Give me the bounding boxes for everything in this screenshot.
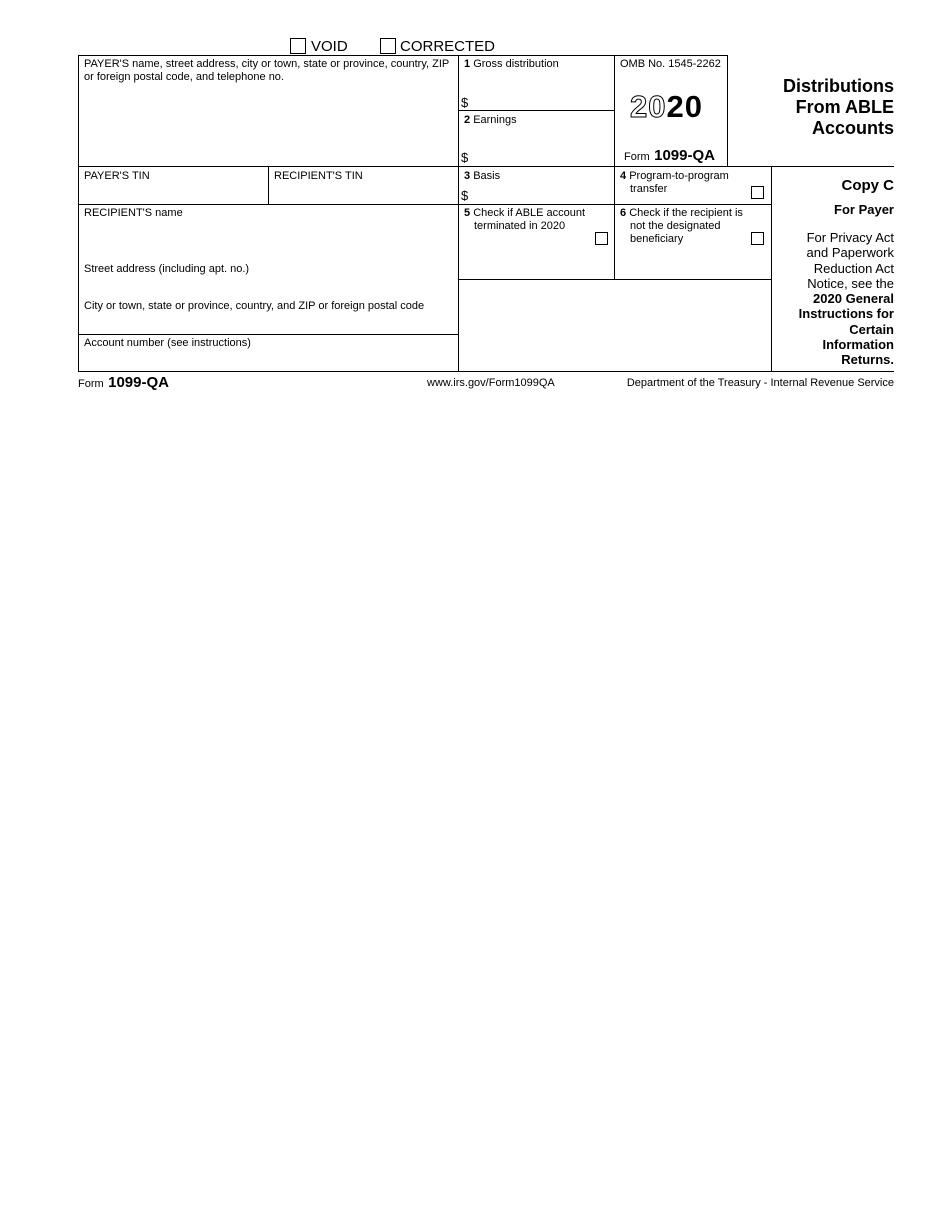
- footer-department: Department of the Treasury - Internal Revenue Service: [626, 377, 894, 389]
- recipient-name-field[interactable]: [80, 222, 456, 260]
- form-id-header: [624, 147, 715, 165]
- footer-form-number: 1099-QA: [108, 374, 169, 391]
- form-title-line1: Distributions: [783, 76, 894, 96]
- recipient-tin-field[interactable]: [270, 184, 456, 202]
- box3-label: [464, 170, 500, 183]
- amount-col-mid: [614, 55, 615, 279]
- box3-text: Basis: [473, 170, 501, 182]
- city-label: City or town, state or province, country, and ZIP or foreign postal code: [84, 300, 425, 312]
- tax-year: [630, 90, 703, 124]
- box6-text-line3: beneficiary: [630, 233, 684, 245]
- recipient-tin-label: RECIPIENT'S TIN: [274, 170, 363, 182]
- omb-number: OMB No. 1545-2262: [620, 58, 721, 70]
- payer-tin-field[interactable]: [80, 184, 266, 202]
- form-title-line3: Accounts: [811, 118, 894, 138]
- box5-checkbox[interactable]: [595, 232, 608, 245]
- box3-number: 3: [464, 170, 471, 182]
- box1-field[interactable]: [472, 74, 612, 108]
- copy-for-label: For Payer: [834, 202, 894, 217]
- privacy-notice-line2: and Paperwork: [806, 245, 894, 261]
- box2-number: 2: [464, 114, 471, 126]
- box1-number: 1: [464, 58, 471, 70]
- privacy-notice-line1: For Privacy Act: [806, 230, 894, 245]
- box4-text-line2: transfer: [630, 183, 668, 195]
- corrected-label: CORRECTED: [400, 38, 496, 55]
- box6-text-line2: not the designated: [630, 220, 721, 232]
- box1-dollar: $: [461, 95, 469, 110]
- footer-form-word: Form: [78, 378, 104, 390]
- box1-label: [464, 58, 559, 71]
- omb-col-right: [727, 55, 728, 166]
- footer-form-id: [78, 374, 169, 392]
- box4-text-line1: Program-to-program: [629, 170, 729, 182]
- box4-label: [620, 170, 729, 196]
- void-checkbox[interactable]: [290, 38, 306, 54]
- form-word: Form: [624, 151, 650, 163]
- void-label: VOID: [311, 38, 348, 55]
- instructions-line4: Information: [822, 337, 894, 353]
- box5-label: [464, 207, 585, 233]
- corrected-checkbox[interactable]: [380, 38, 396, 54]
- amount-col-left: [458, 55, 459, 372]
- box6-label: [620, 207, 743, 246]
- box2-label: [464, 114, 517, 127]
- form-top-border: [78, 55, 727, 56]
- box6-number: 6: [620, 207, 627, 219]
- box2-field[interactable]: [472, 128, 612, 164]
- box3-dollar: $: [461, 188, 469, 203]
- privacy-notice-line3: Reduction Act: [813, 260, 894, 276]
- box4-checkbox[interactable]: [751, 186, 764, 199]
- box2-text: Earnings: [473, 114, 517, 126]
- tin-divider: [268, 166, 269, 204]
- form-number: 1099-QA: [654, 147, 715, 164]
- box56-bottom: [458, 279, 771, 280]
- form-row2-bottom: [78, 204, 771, 205]
- box5-number: 5: [464, 207, 471, 219]
- box6-text-line1: Check if the recipient is: [629, 207, 743, 219]
- instructions-line3: Certain: [849, 321, 894, 337]
- street-address-label: Street address (including apt. no.): [84, 263, 250, 275]
- footer-url[interactable]: www.irs.gov/Form1099QA: [427, 377, 555, 389]
- form-left-border: [78, 55, 79, 372]
- box2-divider: [458, 110, 614, 111]
- payer-name-label: PAYER'S name, street address, city or town, state or province, country, ZIP or foreign postal code, and telephone no.: [84, 58, 450, 83]
- tax-year-outline: 20: [630, 89, 667, 124]
- tax-year-bold: 20: [666, 89, 703, 124]
- account-divider: [78, 334, 458, 335]
- city-field[interactable]: [80, 315, 456, 333]
- privacy-notice: [774, 230, 894, 368]
- form-title-line2: From ABLE: [795, 97, 894, 117]
- recipient-name-label: RECIPIENT'S name: [84, 207, 183, 219]
- box6-checkbox[interactable]: [751, 232, 764, 245]
- form-title: [783, 76, 894, 139]
- box5-text-line1: Check if ABLE account: [473, 207, 586, 219]
- street-address-field[interactable]: [80, 278, 456, 298]
- instructions-line5: Returns.: [841, 352, 894, 368]
- box3-field[interactable]: [472, 184, 612, 202]
- box2-dollar: $: [461, 150, 469, 165]
- instructions-line1: 2020 General: [813, 291, 894, 307]
- box1-text: Gross distribution: [473, 58, 559, 70]
- payer-tin-label: PAYER'S TIN: [84, 170, 150, 182]
- payer-name-field[interactable]: [80, 84, 456, 164]
- box5-text-line2: terminated in 2020: [474, 220, 566, 232]
- copy-label: Copy C: [841, 177, 894, 194]
- box4-number: 4: [620, 170, 627, 182]
- copy-col-left: [771, 166, 772, 372]
- account-number-label: Account number (see instructions): [84, 337, 251, 349]
- instructions-line2: Instructions for: [798, 306, 894, 322]
- privacy-notice-line4: Notice, see the: [807, 275, 894, 291]
- account-number-field[interactable]: [80, 352, 456, 370]
